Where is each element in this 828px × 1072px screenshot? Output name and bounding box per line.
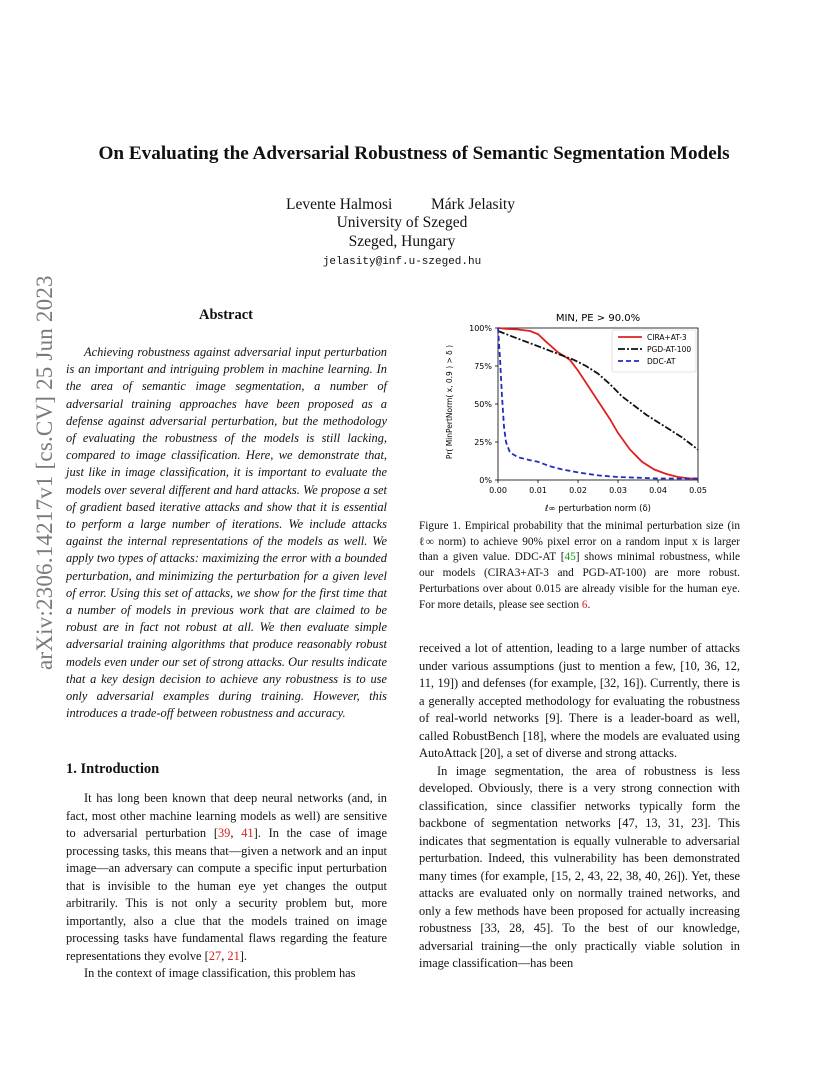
citation-link[interactable]: 39 xyxy=(217,826,231,840)
citation-link[interactable]: 41 xyxy=(241,826,254,840)
y-tick-label: 100% xyxy=(469,324,492,333)
arxiv-id: arXiv:2306.14217v1 [cs.CV] 25 Jun 2023 xyxy=(32,275,57,670)
author-2: Márk Jelasity xyxy=(431,196,515,213)
figure-caption xyxy=(419,519,740,613)
intro-p1a: It has long been known that deep neural networks (and, in fact, most other machine learning models as well) are sensitive to adversarial perturbation [ xyxy=(66,791,387,840)
y-tick-label: 75% xyxy=(474,362,492,371)
y-tick-label: 0% xyxy=(479,476,492,485)
x-tick-label: 0.04 xyxy=(649,486,667,495)
citation-link[interactable]: 27 xyxy=(208,948,222,963)
legend-label: DDC-AT xyxy=(647,357,676,366)
arxiv-stamp xyxy=(12,275,57,670)
right-column-text xyxy=(419,640,740,973)
intro-paragraph-1: It has long been known that deep neural networks (and, in fact, most other machine learning models as well) are sensitive to adversarial perturbation [39, 41]. In the case of image processing tasks, this means that—given a network and an input image—an adversary can compute a specific input perturbation that is invisible to the human eye yet changes the output arbitrarily. This is not only a security problem but, more importantly, also a clue that the models trained on image processing tasks have fundamental flaws regarding the feature representations they evolve [27, 21]. xyxy=(66,791,387,963)
intro-heading: 1. Introduction xyxy=(66,761,160,777)
author-1: Levente Halmosi xyxy=(286,196,393,213)
location: Szeged, Hungary xyxy=(348,233,456,250)
citation-link[interactable]: 21 xyxy=(227,948,240,963)
affiliation: University of Szeged xyxy=(336,214,468,231)
caption-c: . xyxy=(587,598,591,611)
right-paragraph-1: received a lot of attention, leading to a large number of attacks under various assumptions (just to mention a few, [10, 36, 12, 11, 19]) and defenses (for example, [32, 16]). Currently, there is a generally accepted methodology for evaluating the robustness of real-world networks [9]. There is a leader-board as well, called RobustBench [18], where the models are evaluated using AutoAttack [20], a set of diverse and strong attacks. xyxy=(419,641,740,760)
intro-p1b: ]. In the case of image processing tasks, this means that—given a network and an input image—an adversary can compute a specific input perturbation that is invisible to the human eye yet changes the output arbitrarily. This is not only a security problem but, more importantly, also a clue that the models trained on image processing tasks have fundamental flaws regarding the feature representations they evolve [ xyxy=(66,826,387,963)
abstract-body: Achieving robustness against adversarial input perturbation is an important and intriguing problem in machine learning. In the area of semantic image segmentation, a number of adversarial training approaches have been proposed as a defense against adversarial perturbation, but the methodology of evaluating the robustness of the models is still lacking, compared to image classification. Here, we demonstrate that, just like in image classification, it is important to evaluate the models over several different and hard attacks. We propose a set of gradient based iterative attacks and show that it is essential to perform a large number of iterations. We include attacks against the internal representations of the models as well. We apply two types of attacks: maximizing the error with a bounded perturbation, and minimizing the perturbation for a given level of error. Using this set of attacks, we show for the first time that a number of models in previous work that are claimed to be robust are in fact not robust at all. We then evaluate simple adversarial training algorithms that produce reasonably robust models even under our set of strong attacks. Our results indicate that a key design decision to achieve any robustness is to use only adversarial examples during training. However, this introduces a trade-off between robustness and accuracy. xyxy=(66,345,387,721)
intro-p1c: ]. xyxy=(239,948,248,963)
chart-title: MIN, PE > 90.0% xyxy=(555,313,641,324)
paper-title: On Evaluating the Adversarial Robustness of Semantic Segmentation Models xyxy=(98,143,730,164)
legend-label: PGD-AT-100 xyxy=(647,345,692,354)
right-paragraph-2: In image segmentation, the area of robustness is less developed. Obviously, there is a very strong connection with classification, since classifier networks typically form the backbone of segmentation networks [47, 13, 31, 23]. This indicates that segmentation is equally vulnerable to adversarial perturbation. Indeed, this vulnerability has been demonstrated many times (for example, [15, 2, 43, 22, 38, 40, 26]). Yet, these attacks are evaluated only on normally trained networks, and only a few methods have been proposed for actually increasing robustness [33, 28, 45]. To the best of our knowledge, adversarial training—the only practically viable solution in image classification—has been xyxy=(419,763,740,970)
x-tick-label: 0.00 xyxy=(489,486,507,495)
citation-link[interactable]: 45 xyxy=(564,551,576,564)
intro-paragraph-2: In the context of image classification, this problem has xyxy=(84,966,356,980)
x-tick-label: 0.02 xyxy=(569,486,587,495)
x-axis-label: ℓ∞ perturbation norm (δ) xyxy=(545,504,651,514)
section-link[interactable]: 6 xyxy=(581,598,588,611)
caption-b: ] shows minimal robustness, while our models (CIRA3+AT-3 and PGD-AT-100) are more robust. Perturbations over about 0.015 are already visible for the human eye. For more details, please see section xyxy=(419,551,740,611)
y-tick-label: 25% xyxy=(474,438,492,447)
x-tick-label: 0.05 xyxy=(689,486,707,495)
abstract-text xyxy=(66,344,387,722)
x-tick-label: 0.03 xyxy=(609,486,627,495)
figure-1 xyxy=(420,302,728,516)
abstract-heading: Abstract xyxy=(199,307,253,323)
email: jelasity@inf.u-szeged.hu xyxy=(322,256,482,268)
caption-a: Figure 1. Empirical probability that the minimal perturbation size (in ℓ∞ norm) to achieve 90% pixel error on a random input x is larger than a given value. DDC-AT [ xyxy=(419,520,740,564)
legend-label: CIRA+AT-3 xyxy=(647,333,687,342)
x-tick-label: 0.01 xyxy=(529,486,547,495)
chart xyxy=(420,302,728,516)
y-axis-label: Pr( MinPertNorm( x, 0.9 ) > δ ) xyxy=(445,344,454,460)
y-tick-label: 50% xyxy=(474,400,492,409)
intro-text xyxy=(66,790,387,983)
